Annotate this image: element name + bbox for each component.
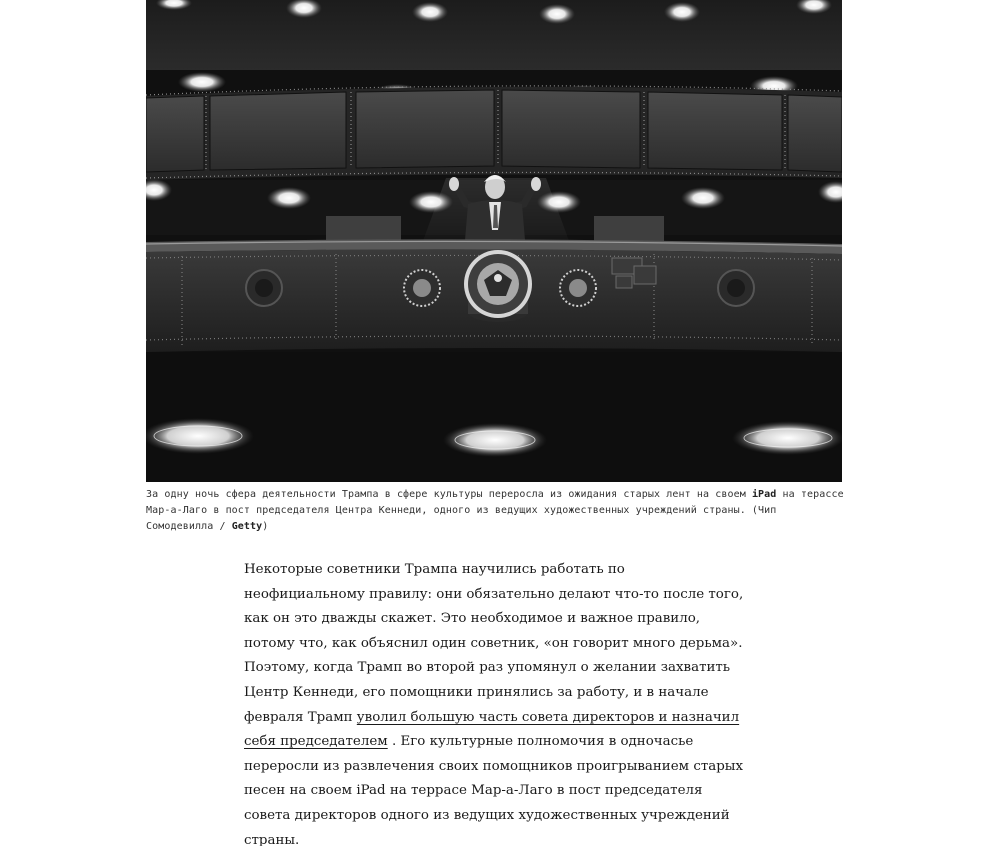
presidential-seal-icon bbox=[464, 250, 532, 322]
article-text-after-link: . Его культурные полномочия в одночасье переросли из развлечения своих помощников проигрыванием старых песен на своем iPad на террасе Мар-а-Лаго в пост председателя совета директоров одного из ведущих художественных учреждений страны. bbox=[244, 734, 744, 846]
theater-photo-illustration bbox=[146, 0, 842, 482]
article-photo bbox=[146, 0, 842, 482]
article-paragraph bbox=[244, 558, 744, 846]
photo-caption bbox=[146, 487, 846, 535]
article-text-before-link: Некоторые советники Трампа научились работать по неофициальному правилу: они обязательно делают что-то после того, как он это дважды скажет. Это необходимое и важное правило, потому что, как объяснил один советник, «он говорит много дерьма». Поэтому, когда Трамп во второй раз упомянул о желании захватить Центр Кеннеди, его помощники принялись за работу, и в начале февраля Трамп bbox=[244, 562, 744, 725]
caption-ipad: iPad bbox=[751, 489, 777, 500]
caption-text-part1: За одну ночь сфера деятельности Трампа в сфере культуры переросла из ожидания старых лент на своем bbox=[146, 489, 752, 500]
fired-board-link[interactable]: уволил большую часть совета директоров и назначил себя председателем bbox=[244, 709, 740, 750]
caption-text-part2: на терассе Мар-а-Лаго в пост председателя Центра Кеннеди, одного из ведущих художественных учреждений страны. (Чип Сомодевилла / bbox=[146, 489, 844, 532]
caption-text-part3: ) bbox=[262, 521, 269, 532]
caption-credit: Getty bbox=[231, 521, 263, 532]
